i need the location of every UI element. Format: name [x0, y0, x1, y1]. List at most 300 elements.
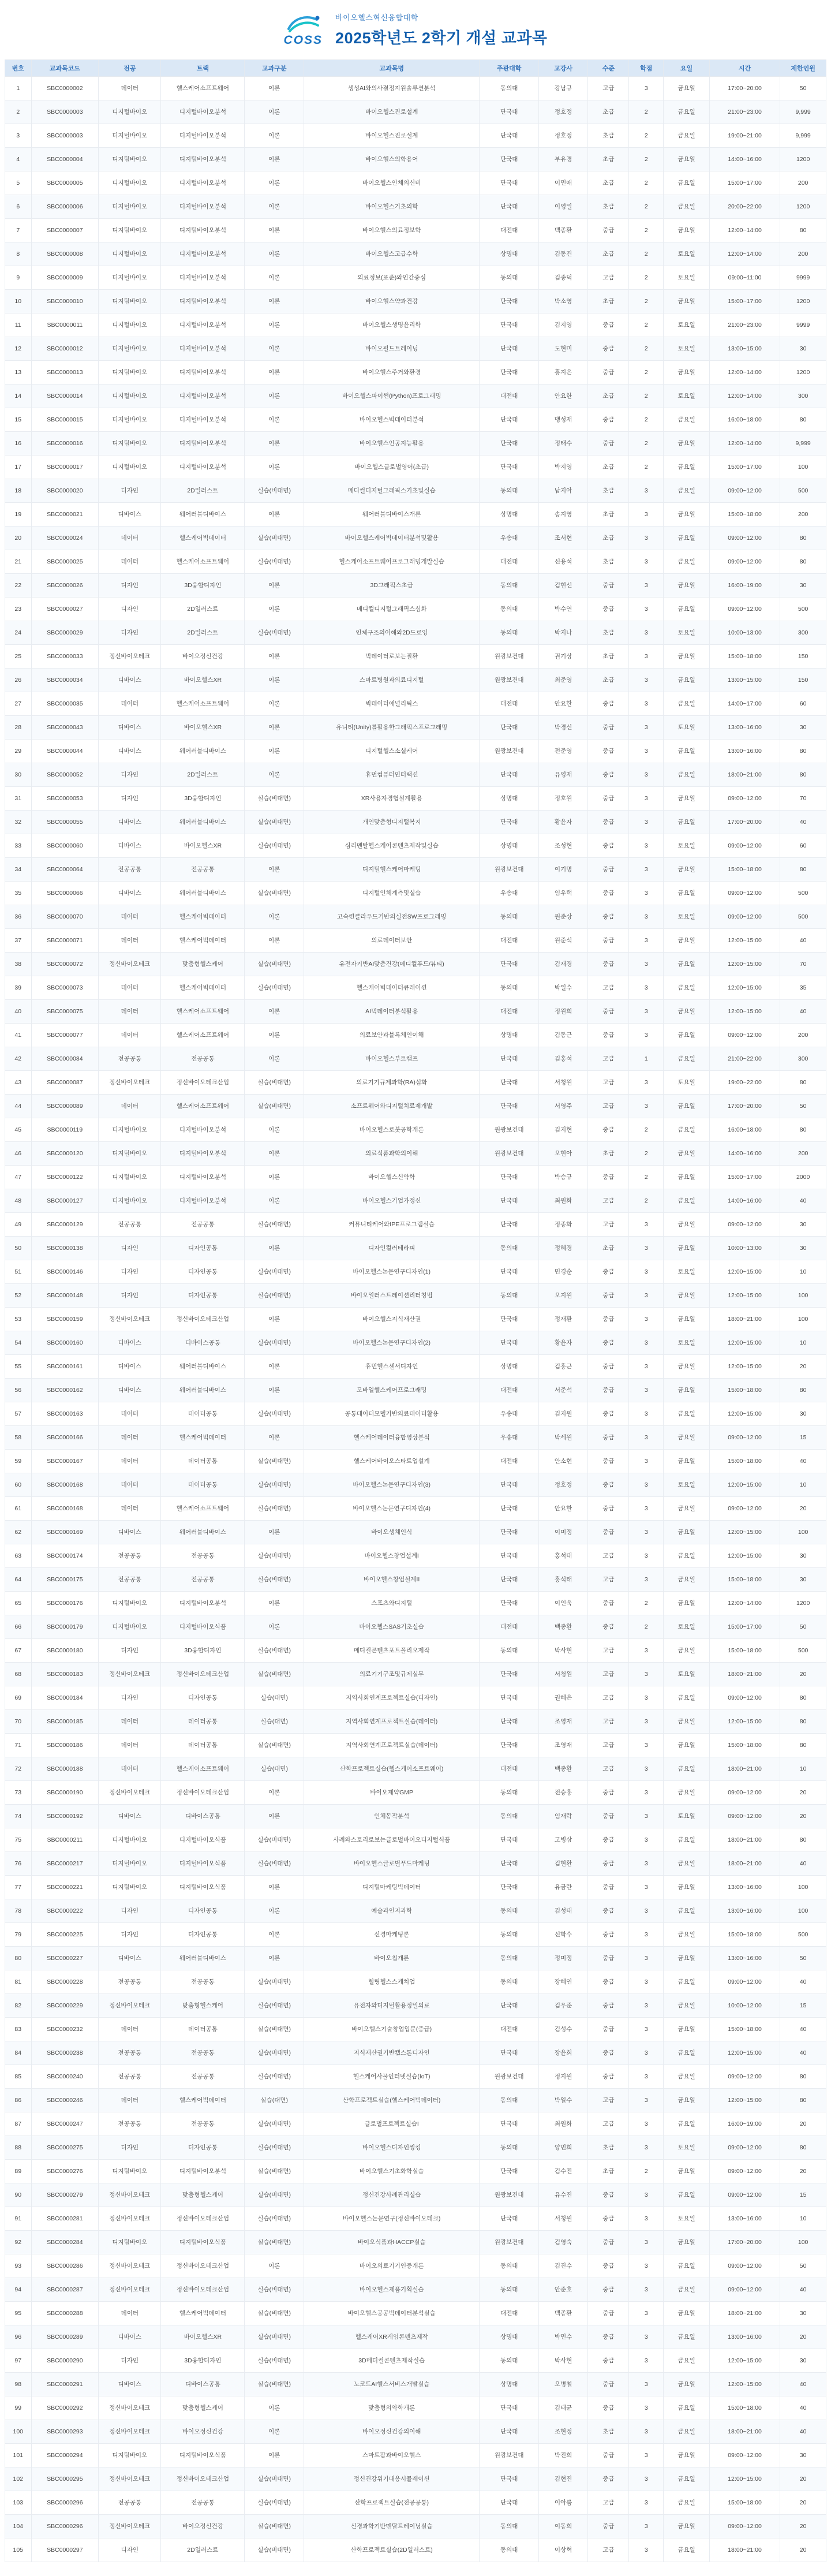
table-cell: SBC0000276: [31, 2160, 99, 2183]
table-cell: SBC0000020: [31, 479, 99, 503]
table-cell: 3: [629, 1284, 664, 1308]
table-cell: 12:00~14:00: [709, 384, 780, 408]
table-cell: SBC0000060: [31, 834, 99, 858]
table-cell: 중급: [588, 1781, 629, 1805]
university-name: 바이오헬스혁신융합대학: [335, 13, 418, 22]
table-cell: 80: [780, 858, 826, 882]
table-cell: 이론: [245, 1521, 304, 1544]
table-cell: 금요일: [664, 811, 710, 834]
table-cell: 민경순: [538, 1260, 587, 1284]
table-cell: 신학수: [538, 1923, 587, 1947]
table-cell: 실습(비대면): [245, 1213, 304, 1237]
table-cell: 디자인: [99, 2538, 161, 2562]
table-cell: 2: [629, 219, 664, 242]
table-cell: 74: [5, 1805, 32, 1828]
table-cell: 실습(비대면): [245, 1639, 304, 1663]
table-cell: 장혜연: [538, 1970, 587, 1994]
table-cell: 디자인공통: [161, 1899, 245, 1923]
column-header-0: 번호: [5, 60, 32, 77]
table-cell: 21:00~23:00: [709, 100, 780, 124]
course-table: [5, 59, 826, 2562]
table-cell: 실습(비대면): [245, 2018, 304, 2041]
table-cell: SBC0000027: [31, 598, 99, 621]
table-cell: 중급: [588, 2373, 629, 2396]
table-cell: 이론: [245, 645, 304, 669]
table-cell: 87: [5, 2112, 32, 2136]
table-cell: 3: [629, 740, 664, 763]
table-cell: 40: [780, 811, 826, 834]
table-cell: 15: [780, 2183, 826, 2207]
table-cell: 16:00~18:00: [709, 408, 780, 432]
table-cell: 헬스케어빅데이터: [161, 905, 245, 929]
table-cell: 중급: [588, 1805, 629, 1828]
table-cell: 디바이스: [99, 1805, 161, 1828]
table-cell: 2: [629, 1592, 664, 1615]
table-cell: 200: [780, 1142, 826, 1166]
table-cell: 토요일: [664, 1615, 710, 1639]
table-cell: 중급: [588, 1308, 629, 1331]
table-cell: 고급: [588, 1663, 629, 1686]
table-cell: 3: [629, 1308, 664, 1331]
table-cell: SBC0000227: [31, 1947, 99, 1970]
table-cell: SBC0000246: [31, 2089, 99, 2112]
table-cell: 바이오헬스신약학: [304, 1166, 480, 1189]
table-cell: 정신바이오테크산업: [161, 1663, 245, 1686]
table-cell: 이미정: [538, 1521, 587, 1544]
table-cell: 300: [780, 1047, 826, 1071]
table-row: [5, 645, 826, 669]
table-cell: 49: [5, 1213, 32, 1237]
table-cell: 초급: [588, 1237, 629, 1260]
table-cell: SBC0000232: [31, 2018, 99, 2041]
table-cell: 단국대: [480, 1189, 538, 1213]
table-row: [5, 1260, 826, 1284]
table-cell: 2: [629, 313, 664, 337]
table-cell: 85: [5, 2065, 32, 2089]
table-cell: 금요일: [664, 195, 710, 219]
table-cell: 상명대: [480, 2373, 538, 2396]
table-cell: 원광보건대: [480, 1118, 538, 1142]
table-cell: SBC0000294: [31, 2444, 99, 2467]
table-cell: 이론: [245, 1426, 304, 1450]
table-cell: 66: [5, 1615, 32, 1639]
table-cell: 13:00~16:00: [709, 1899, 780, 1923]
table-cell: 바이오헬스XR: [161, 669, 245, 692]
table-cell: 바이오헬스지식재산권: [304, 1308, 480, 1331]
table-row: [5, 2254, 826, 2278]
table-cell: 91: [5, 2207, 32, 2231]
table-cell: 단국대: [480, 1568, 538, 1592]
table-cell: 3: [629, 1639, 664, 1663]
table-cell: 이론: [245, 290, 304, 313]
table-cell: 바이오헬스의학용어: [304, 148, 480, 171]
table-cell: 정신바이오테크: [99, 1308, 161, 1331]
table-cell: 84: [5, 2041, 32, 2065]
table-cell: 디지털바이오: [99, 337, 161, 361]
table-cell: 2: [629, 290, 664, 313]
table-cell: 지역사회연계프로젝트실습(데이터): [304, 1734, 480, 1757]
table-cell: 중급: [588, 1166, 629, 1189]
table-cell: SBC0000055: [31, 811, 99, 834]
table-row: [5, 763, 826, 787]
table-row: [5, 2231, 826, 2254]
table-cell: 박진희: [538, 2444, 587, 2467]
table-cell: 바이오제약GMP: [304, 1781, 480, 1805]
table-cell: 중급: [588, 2183, 629, 2207]
table-cell: 동의대: [480, 1639, 538, 1663]
table-cell: 09:00~12:00: [709, 1781, 780, 1805]
column-header-7: 교강사: [538, 60, 587, 77]
table-cell: 고급: [588, 1686, 629, 1710]
column-header-2: 전공: [99, 60, 161, 77]
table-cell: 단국대: [480, 1592, 538, 1615]
table-cell: 35: [5, 882, 32, 905]
table-cell: 12:00~15:00: [709, 1402, 780, 1426]
table-cell: 12:00~15:00: [709, 1260, 780, 1284]
table-cell: 46: [5, 1142, 32, 1166]
table-cell: 금요일: [664, 2491, 710, 2515]
table-cell: 헬스케어빅데이터: [161, 976, 245, 1000]
table-row: [5, 1284, 826, 1308]
table-cell: 200: [780, 503, 826, 527]
table-cell: 헬스케어빅데이터: [161, 2302, 245, 2325]
table-cell: 전공공통: [99, 1213, 161, 1237]
table-cell: 중급: [588, 2278, 629, 2302]
table-cell: 300: [780, 621, 826, 645]
table-cell: 조영재: [538, 1734, 587, 1757]
table-cell: 바이오생체인식: [304, 1521, 480, 1544]
table-cell: 안소현: [538, 1450, 587, 1473]
table-cell: 89: [5, 2160, 32, 2183]
table-cell: 초급: [588, 384, 629, 408]
coss-logo: [284, 13, 323, 46]
table-cell: SBC0000021: [31, 503, 99, 527]
table-cell: 바이오헬스빅데이터분석: [304, 408, 480, 432]
table-cell: 디지털바이오분석: [161, 432, 245, 456]
table-cell: 금요일: [664, 1450, 710, 1473]
table-cell: 이론: [245, 763, 304, 787]
table-cell: 김현선: [538, 574, 587, 598]
column-header-10: 요일: [664, 60, 710, 77]
table-cell: 부유경: [538, 148, 587, 171]
table-cell: 10: [780, 1260, 826, 1284]
table-cell: 전공공통: [99, 2041, 161, 2065]
table-cell: 데이터공통: [161, 1402, 245, 1426]
table-cell: 3: [629, 2231, 664, 2254]
table-cell: 64: [5, 1568, 32, 1592]
table-cell: 3: [629, 2183, 664, 2207]
table-cell: 105: [5, 2538, 32, 2562]
table-cell: 75: [5, 1828, 32, 1852]
table-cell: 이론: [245, 692, 304, 716]
table-cell: 단국대: [480, 337, 538, 361]
table-cell: 디지털헬스소셜케어: [304, 740, 480, 763]
table-cell: 65: [5, 1592, 32, 1615]
table-cell: 금요일: [664, 1544, 710, 1568]
table-cell: 정신바이오테크산업: [161, 2254, 245, 2278]
table-cell: 55: [5, 1355, 32, 1379]
table-cell: 이론: [245, 858, 304, 882]
table-cell: SBC0000005: [31, 171, 99, 195]
table-cell: 실습(비대면): [245, 1473, 304, 1497]
table-cell: 바이오정신건강: [161, 645, 245, 669]
table-cell: 헬스케어사물인터넷실습(IoT): [304, 2065, 480, 2089]
table-row: [5, 1710, 826, 1734]
table-cell: 동의대: [480, 1284, 538, 1308]
table-cell: 데이터: [99, 1710, 161, 1734]
table-cell: 중급: [588, 929, 629, 953]
table-cell: 30: [780, 2349, 826, 2373]
table-cell: 3: [629, 1805, 664, 1828]
table-row: [5, 2491, 826, 2515]
table-cell: 바이오헬스기초화학실습: [304, 2160, 480, 2183]
table-cell: 3: [629, 1402, 664, 1426]
table-cell: 금요일: [664, 787, 710, 811]
table-cell: 15:00~18:00: [709, 645, 780, 669]
table-cell: 12:00~14:00: [709, 432, 780, 456]
table-cell: 09:00~12:00: [709, 1497, 780, 1521]
table-cell: 16:00~18:00: [709, 1118, 780, 1142]
table-cell: 금요일: [664, 2065, 710, 2089]
table-cell: 정신바이오테크: [99, 645, 161, 669]
table-cell: 실습(비대면): [245, 2041, 304, 2065]
table-cell: 디지털바이오: [99, 1166, 161, 1189]
table-cell: 17:00~20:00: [709, 2231, 780, 2254]
table-cell: 바이오헬스약과건강: [304, 290, 480, 313]
table-cell: 40: [780, 1970, 826, 1994]
table-cell: 실습(비대면): [245, 976, 304, 1000]
table-cell: 커뮤니티케어와IPE프로그램실습: [304, 1213, 480, 1237]
table-cell: SBC0000002: [31, 77, 99, 100]
table-cell: 금요일: [664, 1142, 710, 1166]
table-cell: 금요일: [664, 1284, 710, 1308]
table-cell: 3: [629, 1899, 664, 1923]
table-cell: 44: [5, 1095, 32, 1118]
table-cell: 바이오헬스의료정보학: [304, 219, 480, 242]
table-cell: 디자인공통: [161, 1260, 245, 1284]
table-cell: 김동건: [538, 242, 587, 266]
table-cell: 3: [629, 787, 664, 811]
table-cell: 2: [5, 100, 32, 124]
table-row: [5, 242, 826, 266]
table-cell: 초급: [588, 290, 629, 313]
table-cell: 19:00~21:00: [709, 124, 780, 148]
table-cell: 데이터: [99, 2089, 161, 2112]
table-cell: 바이오헬스글로벌영어(초급): [304, 456, 480, 479]
table-cell: 6: [5, 195, 32, 219]
table-cell: 상명대: [480, 242, 538, 266]
table-row: [5, 1639, 826, 1663]
table-row: [5, 456, 826, 479]
table-cell: 42: [5, 1047, 32, 1071]
table-cell: 금요일: [664, 2538, 710, 2562]
table-cell: 디지털바이오분석: [161, 124, 245, 148]
table-cell: 전공공통: [161, 2491, 245, 2515]
table-cell: 이동희: [538, 2515, 587, 2538]
table-cell: 웨어러블디바이스: [161, 503, 245, 527]
table-cell: 3: [629, 1497, 664, 1521]
table-cell: SBC0000289: [31, 2325, 99, 2349]
table-cell: 신경마케팅론: [304, 1923, 480, 1947]
table-cell: 12:00~14:00: [709, 1592, 780, 1615]
table-cell: 바이오헬스공공빅데이터분석실습: [304, 2302, 480, 2325]
table-cell: 3: [5, 124, 32, 148]
table-cell: 18:00~21:00: [709, 2538, 780, 2562]
table-cell: 동의대: [480, 1923, 538, 1947]
table-cell: 40: [780, 929, 826, 953]
table-cell: SBC0000122: [31, 1166, 99, 1189]
table-cell: 09:00~12:00: [709, 1024, 780, 1047]
table-cell: 10: [780, 1757, 826, 1781]
table-cell: 실습(비대면): [245, 550, 304, 574]
table-cell: 48: [5, 1189, 32, 1213]
table-row: [5, 953, 826, 976]
table-cell: 단국대: [480, 1686, 538, 1710]
table-cell: 3: [629, 1663, 664, 1686]
table-cell: 18: [5, 479, 32, 503]
table-cell: SBC0000217: [31, 1852, 99, 1876]
table-cell: 디지털바이오: [99, 313, 161, 337]
table-cell: 데이터: [99, 1095, 161, 1118]
table-cell: 디지털바이오: [99, 2160, 161, 2183]
table-cell: 전공공통: [99, 2065, 161, 2089]
table-cell: 유금란: [538, 1876, 587, 1899]
table-cell: 금요일: [664, 1402, 710, 1426]
table-cell: 1: [5, 77, 32, 100]
table-cell: SBC0000166: [31, 1426, 99, 1450]
table-cell: 금요일: [664, 2160, 710, 2183]
table-cell: 17:00~20:00: [709, 77, 780, 100]
table-cell: 20: [780, 1663, 826, 1686]
table-cell: 12:00~15:00: [709, 1521, 780, 1544]
table-cell: 실습(비대면): [245, 1260, 304, 1284]
table-cell: 3: [629, 2349, 664, 2373]
table-cell: 데이터: [99, 1450, 161, 1473]
table-cell: 50: [780, 2254, 826, 2278]
table-cell: 금요일: [664, 1994, 710, 2018]
table-cell: 금요일: [664, 2325, 710, 2349]
table-cell: 09:00~12:00: [709, 1426, 780, 1450]
table-cell: 임재락: [538, 1805, 587, 1828]
table-cell: 데이터: [99, 1426, 161, 1450]
table-cell: SBC0000296: [31, 2491, 99, 2515]
table-cell: 2D일러스트: [161, 2538, 245, 2562]
table-cell: 3: [629, 1568, 664, 1592]
table-cell: 안요한: [538, 692, 587, 716]
table-cell: 금요일: [664, 1852, 710, 1876]
table-row: [5, 1686, 826, 1710]
table-cell: 17: [5, 456, 32, 479]
table-cell: 이론: [245, 432, 304, 456]
table-cell: 실습(비대면): [245, 882, 304, 905]
table-row: [5, 787, 826, 811]
table-cell: 박일수: [538, 976, 587, 1000]
table-cell: 초급: [588, 124, 629, 148]
table-cell: 데이터: [99, 1757, 161, 1781]
table-cell: 15:00~17:00: [709, 456, 780, 479]
table-cell: 3: [629, 1521, 664, 1544]
table-cell: 디지털바이오분석: [161, 148, 245, 171]
table-cell: 3: [629, 550, 664, 574]
table-row: [5, 1118, 826, 1142]
table-cell: 이론: [245, 219, 304, 242]
table-cell: 200: [780, 171, 826, 195]
table-cell: 금요일: [664, 527, 710, 550]
table-cell: 금요일: [664, 669, 710, 692]
table-cell: 102: [5, 2467, 32, 2491]
table-row: [5, 2018, 826, 2041]
table-cell: 단국대: [480, 313, 538, 337]
table-cell: 15:00~18:00: [709, 503, 780, 527]
table-cell: 데이터: [99, 1497, 161, 1521]
table-cell: SBC0000162: [31, 1379, 99, 1402]
table-cell: 중급: [588, 2325, 629, 2349]
table-cell: 웨어러블디바이스: [161, 1355, 245, 1379]
table-cell: 토요일: [664, 2136, 710, 2160]
table-row: [5, 1592, 826, 1615]
table-row: [5, 1331, 826, 1355]
table-cell: 디바이스공통: [161, 1331, 245, 1355]
table-cell: 동의대: [480, 598, 538, 621]
table-cell: 14:00~16:00: [709, 148, 780, 171]
table-cell: 58: [5, 1426, 32, 1450]
table-cell: 150: [780, 645, 826, 669]
table-cell: 이론: [245, 574, 304, 598]
table-cell: 백종환: [538, 1615, 587, 1639]
table-cell: 중급: [588, 1497, 629, 1521]
table-cell: 40: [780, 2041, 826, 2065]
table-cell: 원준석: [538, 929, 587, 953]
table-cell: 67: [5, 1639, 32, 1663]
table-cell: 전준영: [538, 740, 587, 763]
table-cell: 토요일: [664, 1071, 710, 1095]
table-cell: 디바이스: [99, 669, 161, 692]
table-cell: 오지원: [538, 1284, 587, 1308]
table-cell: 실습(비대면): [245, 2515, 304, 2538]
table-cell: 원광보건대: [480, 2444, 538, 2467]
table-cell: 홍석태: [538, 1568, 587, 1592]
table-cell: 박일수: [538, 2089, 587, 2112]
table-cell: 3: [629, 1876, 664, 1899]
table-cell: 디지털바이오: [99, 242, 161, 266]
table-cell: 금요일: [664, 2089, 710, 2112]
table-cell: 최원화: [538, 1189, 587, 1213]
table-cell: SBC0000016: [31, 432, 99, 456]
table-cell: 100: [780, 1308, 826, 1331]
table-cell: 토요일: [664, 2207, 710, 2231]
table-cell: 정신바이오테크: [99, 2278, 161, 2302]
table-cell: SBC0000073: [31, 976, 99, 1000]
table-cell: 정신바이오테크: [99, 2396, 161, 2420]
table-cell: 금요일: [664, 1189, 710, 1213]
table-cell: 디바이스: [99, 811, 161, 834]
table-cell: 디지털바이오분석: [161, 1189, 245, 1213]
table-cell: 단국대: [480, 1994, 538, 2018]
table-cell: 12:00~15:00: [709, 2089, 780, 2112]
table-cell: 단국대: [480, 195, 538, 219]
table-cell: 바이오헬스인공지능활용: [304, 432, 480, 456]
table-cell: 12:00~15:00: [709, 2373, 780, 2396]
table-cell: 3: [629, 2041, 664, 2065]
table-cell: 3: [629, 905, 664, 929]
table-cell: 정신바이오테크: [99, 2254, 161, 2278]
table-cell: 바이오헬스인체의신비: [304, 171, 480, 195]
table-cell: 바이오헬스기초의학: [304, 195, 480, 219]
column-header-12: 제한인원: [780, 60, 826, 77]
table-cell: 71: [5, 1734, 32, 1757]
table-cell: 단국대: [480, 1047, 538, 1071]
table-cell: 유영재: [538, 763, 587, 787]
